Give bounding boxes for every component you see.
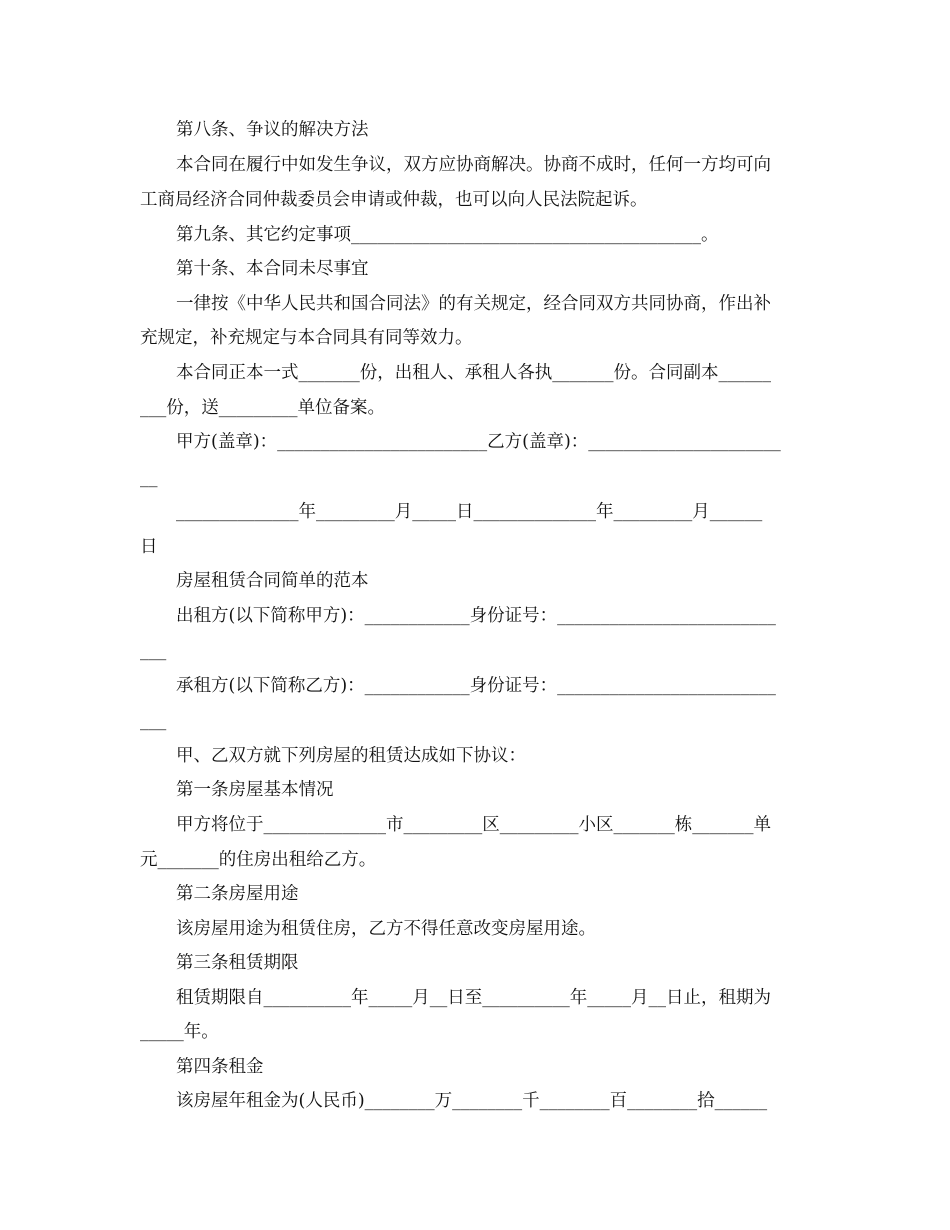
lessee-line: 承租方(以下简称乙方)：____________身份证号：_________________________ [176,676,776,696]
date-line-cont: 日 [140,537,158,557]
copies-text-2: ___份，送_________单位备案。 [140,398,385,418]
article-3-text-2: _____年。 [140,1022,219,1042]
template-title: 房屋租赁合同简单的范本 [176,571,369,591]
article-10-text-2: 充规定，补充规定与本合同具有同等效力。 [140,328,473,348]
signature-line-cont: __ [140,468,158,488]
article-8-heading: 第八条、争议的解决方法 [176,120,369,140]
article-2-text: 该房屋用途为租赁住房，乙方不得任意改变房屋用途。 [176,919,596,939]
article-3-heading: 第三条租赁期限 [176,953,299,973]
lessee-line-cont: ___ [140,711,167,731]
article-8-text-2: 工商局经济合同仲裁委员会申请或仲裁，也可以向人民法院起诉。 [140,190,648,210]
article-4-heading: 第四条租金 [176,1057,264,1077]
article-8-text-1: 本合同在履行中如发生争议，双方应协商解决。协商不成时，任何一方均可向 [176,155,771,175]
article-1-text-2: 元_______的住房出租给乙方。 [140,850,377,870]
article-4-text: 该房屋年租金为(人民币)________万________千________百________拾______ [176,1091,768,1111]
article-1-heading: 第一条房屋基本情况 [176,780,334,800]
article-1-text-1: 甲方将位于______________市_________区_________小区_______栋_______单 [176,815,771,835]
agreement-intro: 甲、乙双方就下列房屋的租赁达成如下协议： [176,746,526,766]
lessor-line-cont: ___ [140,641,167,661]
article-3-text-1: 租赁期限自__________年_____月__日至__________年_____月__日止，租期为 [176,988,771,1008]
date-line: ______________年_________月_____日______________年_________月______ [176,502,763,522]
signature-line: 甲方(盖章)：________________________乙方(盖章)：______________________ [176,432,781,452]
article-9-heading: 第九条、其它约定事项________________________________________。 [176,225,719,245]
article-2-heading: 第二条房屋用途 [176,884,299,904]
copies-text-1: 本合同正本一式_______份，出租人、承租人各执_______份。合同副本______ [176,363,771,383]
lessor-line: 出租方(以下简称甲方)：____________身份证号：_________________________ [176,606,776,626]
article-10-text-1: 一律按《中华人民共和国合同法》的有关规定，经合同双方共同协商，作出补 [176,294,771,314]
article-10-heading: 第十条、本合同未尽事宜 [176,259,369,279]
